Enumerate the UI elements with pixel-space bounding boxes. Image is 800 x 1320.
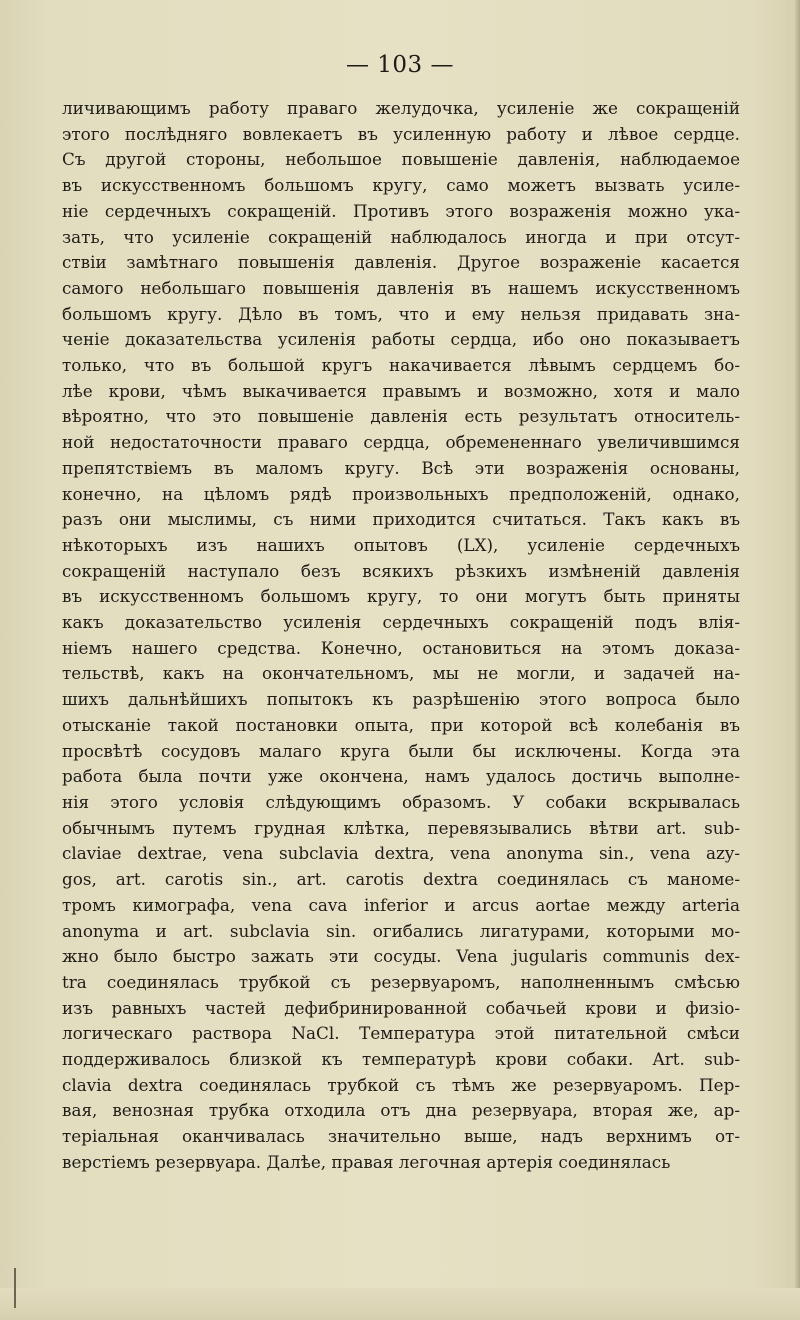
text-line: отысканіе такой постановки опыта, при которой всѣ колебанія въ xyxy=(62,714,740,735)
text-line: ной недостаточности праваго сердца, обремененнаго увеличившимся xyxy=(62,432,740,453)
page-number: — 103 — xyxy=(345,52,455,78)
text-line: claviae dextrae, vena subclavia dextra, vena anonyma sin., vena azy- xyxy=(62,843,740,864)
text-line: конечно, на цѣломъ рядѣ произвольныхъ предположеній, однако, xyxy=(62,483,740,504)
page-edge-shadow xyxy=(794,0,800,1320)
text-line: ніе сердечныхъ сокращеній. Противъ этого возраженія можно ука- xyxy=(62,200,740,221)
text-line: большомъ кругу. Дѣло въ томъ, что и ему нельзя придавать зна- xyxy=(62,303,740,324)
text-line: clavia dextra соединялась трубкой съ тѣмъ же резервуаромъ. Пер- xyxy=(62,1074,740,1095)
body-text xyxy=(62,96,740,1176)
text-line: лѣе крови, чѣмъ выкачивается правымъ и возможно, хотя и мало xyxy=(62,380,740,401)
text-line: обычнымъ путемъ грудная клѣтка, перевязывались вѣтви art. sub- xyxy=(62,817,740,838)
text-line: поддерживалось близкой къ температурѣ крови собаки. Art. sub- xyxy=(62,1049,740,1070)
text-line: препятствіемъ въ маломъ кругу. Всѣ эти возраженія основаны, xyxy=(62,457,740,478)
text-line: этого послѣдняго вовлекаетъ въ усиленную работу и лѣвое сердце. xyxy=(62,123,740,144)
text-line: какъ доказательство усиленія сердечныхъ сокращеній подъ влія- xyxy=(62,612,740,633)
text-line: нія этого условія слѣдующимъ образомъ. У собаки вскрывалась xyxy=(62,791,740,812)
text-line: разъ они мыслимы, съ ними приходится считаться. Такъ какъ въ xyxy=(62,509,740,530)
text-line: логическаго раствора NaCl. Температура этой питательной смѣси xyxy=(62,1023,740,1044)
text-line: тромъ кимографа, vena cava inferior и arcus aortae между arteria xyxy=(62,894,740,915)
text-line: ченіе доказательства усиленія работы сердца, ибо оно показываетъ xyxy=(62,329,740,350)
text-line: только, что въ большой кругъ накачивается лѣвымъ сердцемъ бо- xyxy=(62,355,740,376)
text-line: въ искусственномъ большомъ кругу, само можетъ вызвать усиле- xyxy=(62,175,740,196)
text-line: теріальная оканчивалась значительно выше, надъ верхнимъ от- xyxy=(62,1126,740,1147)
text-line: работа была почти уже окончена, намъ удалось достичь выполне- xyxy=(62,766,740,787)
text-line: тельствѣ, какъ на окончательномъ, мы не могли, и задачей на- xyxy=(62,663,740,684)
text-line: вѣроятно, что это повышеніе давленія есть результатъ относитель- xyxy=(62,406,740,427)
text-line: tra соединялась трубкой съ резервуаромъ, наполненнымъ смѣсью xyxy=(62,971,740,992)
text-line: въ искусственномъ большомъ кругу, то они могутъ быть приняты xyxy=(62,586,740,607)
text-line: ніемъ нашего средства. Конечно, остановиться на этомъ доказа- xyxy=(62,637,740,658)
text-line: вая, венозная трубка отходила отъ дна резервуара, вторая же, ар- xyxy=(62,1100,740,1121)
text-line: нѣкоторыхъ изъ нашихъ опытовъ (LX), усиленіе сердечныхъ xyxy=(62,534,740,555)
text-line: верстіемъ резервуара. Далѣе, правая легочная артерія соединялась xyxy=(62,1151,671,1172)
text-line: личивающимъ работу праваго желудочка, усиленіе же сокращеній xyxy=(62,98,740,118)
text-line: просвѣтѣ сосудовъ малаго круга были бы исключены. Когда эта xyxy=(62,740,740,761)
text-line: жно было быстро зажать эти сосуды. Vena jugularis communis dex- xyxy=(62,946,740,967)
text-line: Съ другой стороны, небольшое повышеніе давленія, наблюдаемое xyxy=(62,149,740,170)
text-line: сокращеній наступало безъ всякихъ рѣзкихъ измѣненій давленія xyxy=(62,560,740,581)
text-line: anonyma и art. subclavia sin. огибались лигатурами, которыми мо- xyxy=(62,920,740,941)
margin-mark xyxy=(14,1268,16,1308)
text-line: самого небольшаго повышенія давленія въ нашемъ искусственномъ xyxy=(62,277,740,298)
page-bottom-edge xyxy=(0,1288,800,1320)
text-line: шихъ дальнѣйшихъ попытокъ къ разрѣшенію этого вопроса было xyxy=(62,689,740,710)
text-line: ствіи замѣтнаго повышенія давленія. Другое возраженіе касается xyxy=(62,252,740,273)
text-line: gos, art. carotis sin., art. carotis dextra соединялась съ маноме- xyxy=(62,869,740,890)
text-line: изъ равныхъ частей дефибринированной собачьей крови и физіо- xyxy=(62,997,740,1018)
text-line: зать, что усиленіе сокращеній наблюдалось иногда и при отсут- xyxy=(62,226,740,247)
